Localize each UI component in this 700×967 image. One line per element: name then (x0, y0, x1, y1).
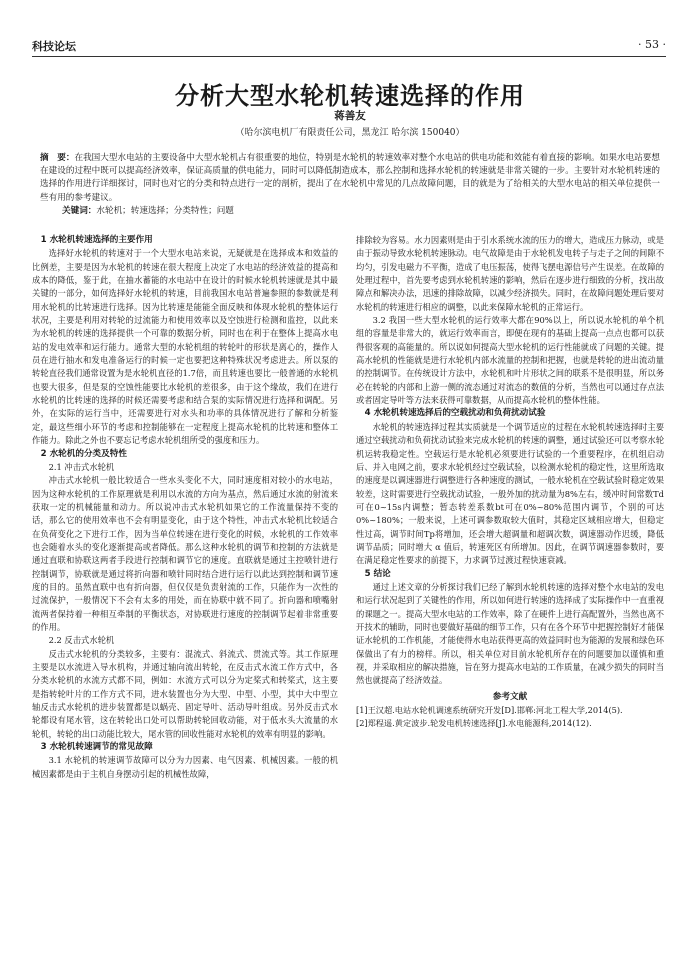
page-number: · 53 · (638, 38, 666, 51)
section-heading: 4 水轮机转速选择后的空载扰动和负荷扰动试验 (364, 408, 546, 419)
body-paragraph: 3.2 我国一些大型水轮机的运行效率大都在90%以上，所以说水轮机的单个机组的容量是非常大的，就运行效率而言，即便在现有的基础上提高一点点也都可以获得很客观的高能量的。所以说如何提高大型水轮机的运行性能就成了问题的关键。提高水轮机的性能就是进行水轮机内部水流量的控制和把握，也就是转轮的进出流动量的控制调节。在传统设计方法中，水轮机和叶片形状之间的联系不是很明显，所以务必在转轮的内部和上游一侧的流态通过对流态的数值的分析，当然也可以通过存点法或者固定导叶等方法来获得可靠数据，从而提高水轮机的整体性能。 (356, 315, 664, 406)
running-header (32, 36, 666, 57)
affiliation: （哈尔滨电机厂有限责任公司，黑龙江 哈尔滨 150040） (235, 128, 465, 138)
right-column (356, 234, 664, 730)
journal-section-label: 科技论坛 (32, 40, 76, 53)
body-paragraph: 3.1 水轮机的转速调节故障可以分为力因素、电气因素、机械因素。一般的机械因素都是由于主机自身摆动引起的机械性故障， (32, 755, 338, 779)
author-name: 蒋善友 (334, 110, 366, 122)
section-heading: 3 水轮机转速调节的常见故障 (40, 742, 153, 753)
article-title: 分析大型水轮机转速选择的作用 (175, 82, 525, 110)
subsection-heading: 2.1 冲击式水轮机 (48, 461, 115, 472)
body-paragraph: 反击式水轮机的分类较多，主要有：混流式、斜流式、贯流式等。其工作原理主要是以水流进入导水机构，并通过轴向流出转轮，在反击式水流工作方式中，各分类水轮机的水流方式都不同，例如：水流方式可以分为定桨式和转桨式，这主要是指转轮叶片的工作方式不同，进水装置也分为大型、中型、小型，其中大中型立轴反击式水轮机的进步装置都是以蜗壳、固定导叶、活动导叶组成。另外反击式水轮都设有尾水管，这在转轮出口处可以帮助转轮回收动能，对于低水头大流量的水轮机，转轮的出口动能比较大，尾水管的回收性能对水轮机的效率有明显的影响。 (32, 648, 338, 739)
section-heading: 1 水轮机转速选择的主要作用 (40, 235, 153, 245)
reference-item: [2]郑程遥.黄定波步.轮发电机转速选择[J].水电能源科,2014(12). (356, 717, 592, 728)
section-heading: 5 结论 (364, 568, 391, 579)
reference-item: [1]王汉超.电站水轮机调速系统研究开发[D].邯郸:河北工程大学,2014(5). (356, 704, 623, 715)
body-paragraph: 通过上述文章的分析探讨我们已经了解到水轮机转速的选择对整个水电站的发电和运行状况起到了关键性的作用，所以如何进行转速的选择成了实际操作中一直重视的课题之一。提高大型水电站的工作效率，除了在硬件上进行高配置外，当然也离不开技术的辅助，同时也要做好基础的细节工作，只有在各个环节中把握控制好才能保证水轮机的工作机能，才能使得水电站获得更高的效益同时也为能源的发展和绿色环保做出了有力的榜样。所以，相关单位对目前水轮机所存在的问题要加以谨慎和重视，并采取相应的解决措施，旨在努力提高水电站的工作质量，在减少损失的同时当然也就提高了经济效益。 (356, 581, 664, 686)
abstract-text: 在我国大型水电站的主要设备中大型水轮机占有很重要的地位，特别是水轮机的转速效率对整个水电站的供电功能和效能有着直接的影响。如果水电站要想在建设的过程中既可以提高经济效率，保证高质量的供电能力，同时可以降低制造成本，那么控制和选择水轮机的转速就是非常关键的一步。主要针对水轮机转速的选择的作用进行详细探讨，同时也对它的分类和特点进行一定的剖析，提出了在水轮机中常见的几点故障问题，目的就是为了给相关的大型水电站的相关单位提供一些有用的参考建议。 (40, 153, 660, 203)
abstract-label: 摘 要： (40, 153, 75, 163)
body-paragraph: 选择好水轮机的转速对于一个大型水电站来说，无疑就是在选择成本和效益的比例差，主要是因为水轮机的转速在很大程度上决定了水电站的经济效益的提高和成本的降低，鉴于此，在抽水蓄能的水电站中在设计的时候水轮机转速就是其中最关键的一部分，如何选择好水轮机的转速，目前我国水电站普遍参照的参数就是利用水轮机的比转速进行选择。因为比转速是能能全面反映和体现水轮机的整体运行状况，主要是利用对转轮的过流能力和使用效率以及空蚀进行检测和监控，以此来为水轮机的转速的选择提供一个可靠的数据分析，同时也在利于在整体上提高水电站的发电效率和运行能力。通常大型的水轮机组的转轮叶的形状是离心的，操作人员在进行抽水和发电准备运行的时候一定也要把这种特殊状况考虑进去。所以泵的转轮直径我们通常设置为是水轮机直径的1.7倍，而且转速也要比一般普通的水轮机也要大很多，但是泵的空蚀性能要比水轮机的差很多，由于这个缘故，我们在进行水轮机的比转速的选择的时候还需要考虑和结合泵的实际情况进行选择和调配。另外，在实际的运行当中，还需要进行对水头和功率的具体情况进行了解和分析鉴定，最这些细小环节的考虑和控制能够在一定程度上提高水轮机的比转速和整体工作能力。除此之外也不要忘记考虑水轮机组所受的强度和压力。 (32, 248, 338, 446)
abstract (40, 152, 660, 205)
section-heading: 2 水轮机的分类及特性 (40, 448, 127, 459)
body-paragraph: 水轮机的转速选择过程其实质就是一个调节适应的过程在水轮机转速选择时主要通过空载扰动和负荷扰动试验来完成水轮机的转速的调整，通过试验还可以考察水轮机运转我稳定性。空载运行是水轮机必须要进行试验的一个重要程序，在机组启动后、并入电网之前，要求水轮机经过空载试验，以检测水轮机的稳定性，这里所选取的速度是以调速器进行调整进行各种速度的测试，一般水轮机在空载试验时稳定效果较差，这时需要进行空载扰动试验，一般外加的扰动量为8%左右，缓冲时间常数Td可在0~15s内调整；暂态转差系数bt可在0%~80%范围内调节，个别的可达0%~180%；一般来说，上述可调参数取较大值时，其稳定区域相应增大，但稳定性过高，调节时间Tp将增加，还会增大超调量和超调次数，调速器动作迟缓，降低调节品质；同时增大 α 值后，转速死区有所增加。因此，在调节调速器参数时，要在满足稳定性要求的前提下，力求调节过渡过程快速衰减。 (356, 421, 664, 566)
keywords (62, 205, 660, 218)
keywords-label: 关键词： (62, 206, 97, 216)
keywords-text: 水轮机；转速选择；分类特性；问题 (96, 206, 234, 216)
body-paragraph: 排除较为容易。水力因素则是由于引水系统水流的压力的增大，造成压力脉动，或是由于振动导致水轮机转速脉动。电气故障是由于水轮机发电转子与走子之间的间隙不均匀，引发电磁力不平衡，造成了电压振荡，使得飞摆电源信号产生误差。在故障的处理过程中，首先要考虑到水轮机转速的影响，然后在逐步进行细致的分析，找出故障点和解决办法，迅速的排除故障，以减少经济损失。同时，在故障问题处理后要对水轮机的转速进行相应的调整，以此来保障水轮机的正常运行。 (356, 235, 664, 312)
subsection-heading: 2.2 反击式水轮机 (48, 635, 115, 646)
body-paragraph: 冲击式水轮机一般比较适合一些水头变化不大，同时速度相对较小的水电站，因为这种水轮机的工作原理就是利用以水流的方向为基点，然后通过水流的射流来获取一定的机械能量和动力。所以说冲击式水轮机如果它的工作流量保持不变的话，那么它的使用效率也不会有明显变化，由于这个特性，冲击式水轮机比较适合在负荷变化之下进行工作，因为当单位转速在进行变化的时候，水轮机的工作效率也会随着水头的变化逐渐提高或者降低。那么这种水轮机的调节和控制的方法就是通过直联和协联这两者手段进行控制和调节它的速度。直联就是通过主控喷针进行控制调节，协联就是通过将折向器和喷针同时结合进行运行以此达到控制和调节速度的目的。虽然直联中也有折向器，但仅仅是负责射流的工作，只能作为一次性的过流保护，一般情况下不会有太多的用处，而在协联中就不同了。折向器和喷嘴射流两者保持着一种相互牵制的平衡状态，对协联进行速度的控制调节起着非常重要的作用。 (32, 475, 338, 632)
references-heading: 参考文献 (492, 691, 528, 702)
left-column (32, 234, 338, 781)
